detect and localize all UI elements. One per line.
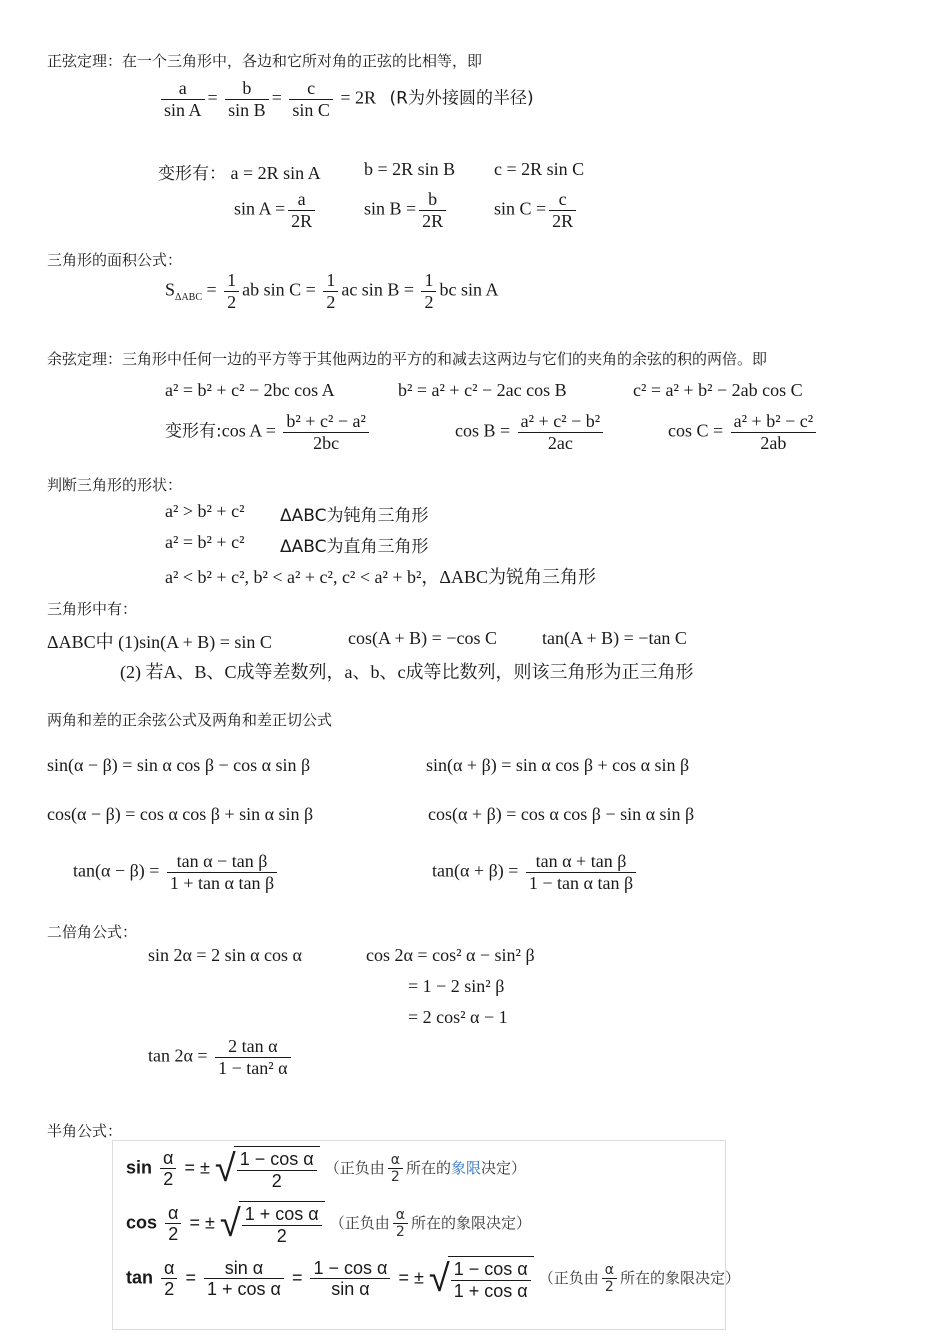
half-cos-sqrt: √ $\frac{\text{1 + cos α}}{2}$ bbox=[220, 1201, 325, 1246]
half-sin-note: （正负由 $\frac{\alpha}{2}$ 所在的象限决定） bbox=[324, 1152, 526, 1186]
tan-plus-formula bbox=[432, 851, 639, 893]
half-tan-sqrt-num: 1 − cos α bbox=[451, 1259, 531, 1281]
cosine-variant-c-den: 2ab bbox=[760, 432, 787, 453]
tan-minus-formula bbox=[73, 851, 280, 893]
sine-ratio-c-den: 2R bbox=[552, 210, 574, 231]
cosine-variant-a-den: 2bc bbox=[313, 432, 340, 453]
cosine-variant-c-num: a² + b² − c² bbox=[731, 411, 816, 433]
half-tan-label: tan bbox=[126, 1267, 153, 1288]
half-tan-eq2: = bbox=[291, 1267, 303, 1288]
half-cos-label: cos bbox=[126, 1212, 158, 1233]
heading-cosine-law: 余弦定理：三角形中任何一边的平方等于其他两边的平方的和减去这两边与它们的夹角的余弦的积的两倍。即 bbox=[47, 350, 768, 368]
in-triangle-prefix: ΔABC中 bbox=[47, 632, 114, 652]
heading-half: 半角公式： bbox=[47, 1122, 123, 1140]
cosine-variant-a bbox=[165, 411, 372, 453]
sine-law-note: (R为外接圆的半径) bbox=[389, 88, 534, 109]
tan-minus-num: tan α − tan β bbox=[167, 851, 277, 873]
sine-law-num-b: b bbox=[225, 78, 269, 100]
heading-sine-law: 正弦定理：在一个三角形中，各边和它所对角的正弦的比相等，即 bbox=[47, 52, 483, 70]
sine-ratio-a-den: 2R bbox=[291, 210, 313, 231]
sine-variant-b: b = 2R sin B bbox=[364, 159, 456, 179]
half-sin-num: 1 − cos α bbox=[237, 1149, 317, 1171]
sine-ratio-b-den: 2R bbox=[422, 210, 444, 231]
shape-obtuse-cond: a² > b² + c² bbox=[165, 501, 245, 521]
cosine-variant-label: 变形有: bbox=[165, 421, 222, 442]
half-tan-formula bbox=[126, 1256, 740, 1301]
cosine-variant-b bbox=[455, 411, 606, 453]
sin-double: sin 2α = 2 sin α cos α bbox=[148, 945, 302, 965]
shape-acute: a² < b² + c², b² < a² + c², c² < a² + b²，ΔABC为锐角三角形 bbox=[165, 567, 596, 587]
cosine-variant-c bbox=[668, 411, 819, 453]
half-tan-sqrt: √ $\frac{\text{1 − cos α}}{\text{1 + cos α}}$ bbox=[429, 1256, 534, 1301]
cosine-variant-b-label: cos B = bbox=[455, 420, 511, 441]
heading-in-triangle: 三角形中有： bbox=[47, 600, 138, 618]
in-triangle-cos: cos(A + B) = −cos C bbox=[348, 628, 497, 648]
in-triangle-row1 bbox=[47, 628, 272, 654]
cos-double-alt1: = 1 − 2 sin² β bbox=[408, 976, 505, 996]
in-triangle-tan: tan(A + B) = −tan C bbox=[542, 628, 687, 648]
area-half-num-3: 1 bbox=[421, 270, 436, 292]
half-cos-pm: = ± bbox=[189, 1212, 215, 1233]
area-half-den-1: 2 bbox=[227, 291, 237, 312]
cosine-variant-a-num: b² + c² − a² bbox=[283, 411, 368, 433]
sine-ratio-c-label: sin C = bbox=[494, 198, 547, 219]
quadrant-link[interactable]: 象限 bbox=[450, 1159, 481, 1178]
sine-variant-a: a = 2R sin A bbox=[230, 163, 321, 183]
half-tan-num2: 1 − cos α bbox=[310, 1258, 390, 1280]
sine-ratio-a bbox=[234, 189, 318, 231]
half-tan-den1: 1 + cos α bbox=[206, 1279, 281, 1300]
half-sin-pm: = ± bbox=[184, 1157, 210, 1178]
half-sin-formula bbox=[126, 1146, 526, 1191]
sine-ratio-a-label: sin A = bbox=[234, 198, 286, 219]
sine-ratio-b-label: sin B = bbox=[364, 198, 417, 219]
sine-law-den-c: sin C bbox=[292, 99, 330, 120]
tan-plus-num: tan α + tan β bbox=[526, 851, 636, 873]
half-sin-alpha: α bbox=[160, 1148, 176, 1170]
cosine-law-c: c² = a² + b² − 2ab cos C bbox=[633, 380, 803, 400]
sin-plus-formula: sin(α + β) = sin α cos β + cos α sin β bbox=[426, 755, 690, 775]
in-triangle-sin: (1)sin(A + B) = sin C bbox=[118, 632, 272, 652]
sine-ratio-c bbox=[494, 189, 579, 231]
in-triangle-equilateral: (2) 若A、B、C成等差数列，a、b、c成等比数列，则该三角形为正三角形 bbox=[120, 662, 694, 682]
cos-double-alt2: = 2 cos² α − 1 bbox=[408, 1007, 508, 1027]
half-tan-sqrt-den: 1 + cos α bbox=[453, 1280, 528, 1301]
sine-law-den-a: sin A bbox=[164, 99, 202, 120]
cosine-variant-a-label: cos A = bbox=[221, 420, 276, 441]
tan-double-num: 2 tan α bbox=[215, 1036, 290, 1058]
sine-law-formula: $\frac{a}{\text{sin A}}$ = $\frac{b}{\text{sin B}}$ = $\frac{c}{\text{sin C}}$ = 2R (R为外接圆的半径) bbox=[158, 78, 534, 120]
half-cos-num: 1 + cos α bbox=[242, 1204, 322, 1226]
tan-double-label: tan 2α = bbox=[148, 1045, 208, 1066]
half-tan-den2: sin α bbox=[331, 1279, 370, 1300]
heading-area: 三角形的面积公式： bbox=[47, 251, 183, 269]
tan-minus-den: 1 + tan α tan β bbox=[169, 872, 275, 893]
cosine-variant-b-num: a² + c² − b² bbox=[518, 411, 603, 433]
sine-ratio-b bbox=[364, 189, 449, 231]
shape-right-cond: a² = b² + c² bbox=[165, 532, 245, 552]
heading-sum-diff: 两角和差的正余弦公式及两角和差正切公式 bbox=[47, 711, 333, 729]
area-half-num-2: 1 bbox=[323, 270, 338, 292]
half-tan-two: 2 bbox=[164, 1279, 175, 1300]
half-tan-note: （正负由 $\frac{\alpha}{2}$ 所在的象限决定） bbox=[538, 1262, 740, 1296]
half-sin-label: sin bbox=[126, 1157, 153, 1178]
cosine-law-a: a² = b² + c² − 2bc cos A bbox=[165, 380, 335, 400]
half-sin-sqrt: √ $\frac{\text{1 − cos α}}{2}$ bbox=[215, 1146, 320, 1191]
sine-law-den-b: sin B bbox=[228, 99, 266, 120]
half-cos-alpha: α bbox=[165, 1203, 181, 1225]
sine-law-rhs: = 2R bbox=[340, 87, 377, 108]
area-S: S bbox=[165, 279, 176, 300]
area-formula: $S_{\Delta ABC}$ = $\frac{1}{2}$ ab sin C = $\frac{1}{2}$ ac sin B = $\frac{1}{2}$ bc sin A bbox=[165, 270, 499, 312]
area-term-3: bc sin A bbox=[439, 279, 499, 300]
cosine-variant-c-label: cos C = bbox=[668, 420, 724, 441]
sine-ratio-c-num: c bbox=[549, 189, 576, 211]
area-term-1: ab sin C = bbox=[242, 279, 316, 300]
sin-minus-formula: sin(α − β) = sin α cos β − cos α sin β bbox=[47, 755, 311, 775]
shape-obtuse-result: ΔABC为钝角三角形 bbox=[280, 506, 429, 526]
cos-minus-formula: cos(α − β) = cos α cos β + sin α sin β bbox=[47, 804, 314, 824]
half-tan-pm: = ± bbox=[398, 1267, 424, 1288]
half-cos-two: 2 bbox=[168, 1224, 179, 1245]
area-half-num-1: 1 bbox=[224, 270, 239, 292]
area-half-den-3: 2 bbox=[424, 291, 434, 312]
heading-double: 二倍角公式： bbox=[47, 923, 138, 941]
half-tan-alpha: α bbox=[161, 1258, 177, 1280]
tan-minus-label: tan(α − β) = bbox=[73, 860, 160, 881]
sine-law-num-a: a bbox=[161, 78, 205, 100]
cos-double: cos 2α = cos² α − sin² β bbox=[366, 945, 535, 965]
sine-law-num-c: c bbox=[289, 78, 333, 100]
heading-shape: 判断三角形的形状： bbox=[47, 476, 183, 494]
tan-plus-label: tan(α + β) = bbox=[432, 860, 519, 881]
sine-variant-label: 变形有： bbox=[158, 164, 226, 184]
area-subscript: ΔABC bbox=[175, 291, 203, 303]
half-cos-den: 2 bbox=[276, 1225, 287, 1246]
tan-double-den: 1 − tan² α bbox=[218, 1057, 288, 1078]
sine-variant-c: c = 2R sin C bbox=[494, 159, 585, 179]
half-cos-note: （正负由 $\frac{\alpha}{2}$ 所在的象限决定） bbox=[329, 1207, 532, 1241]
half-cos-formula bbox=[126, 1201, 531, 1246]
half-sin-two: 2 bbox=[163, 1169, 174, 1190]
tan-plus-den: 1 − tan α tan β bbox=[528, 872, 634, 893]
cosine-variant-b-den: 2ac bbox=[547, 432, 573, 453]
area-half-den-2: 2 bbox=[326, 291, 336, 312]
half-tan-eq1: = bbox=[185, 1267, 196, 1288]
area-term-2: ac sin B = bbox=[341, 279, 414, 300]
half-sin-den: 2 bbox=[271, 1170, 282, 1191]
sine-ratio-b-num: b bbox=[419, 189, 446, 211]
sine-ratio-a-num: a bbox=[288, 189, 315, 211]
shape-right-result: ΔABC为直角三角形 bbox=[280, 537, 429, 557]
sine-variant-row1 bbox=[158, 159, 321, 184]
tan-double bbox=[148, 1036, 294, 1078]
cos-plus-formula: cos(α + β) = cos α cos β − sin α sin β bbox=[428, 804, 695, 824]
half-tan-num1: sin α bbox=[204, 1258, 284, 1280]
cosine-law-b: b² = a² + c² − 2ac cos B bbox=[398, 380, 567, 400]
